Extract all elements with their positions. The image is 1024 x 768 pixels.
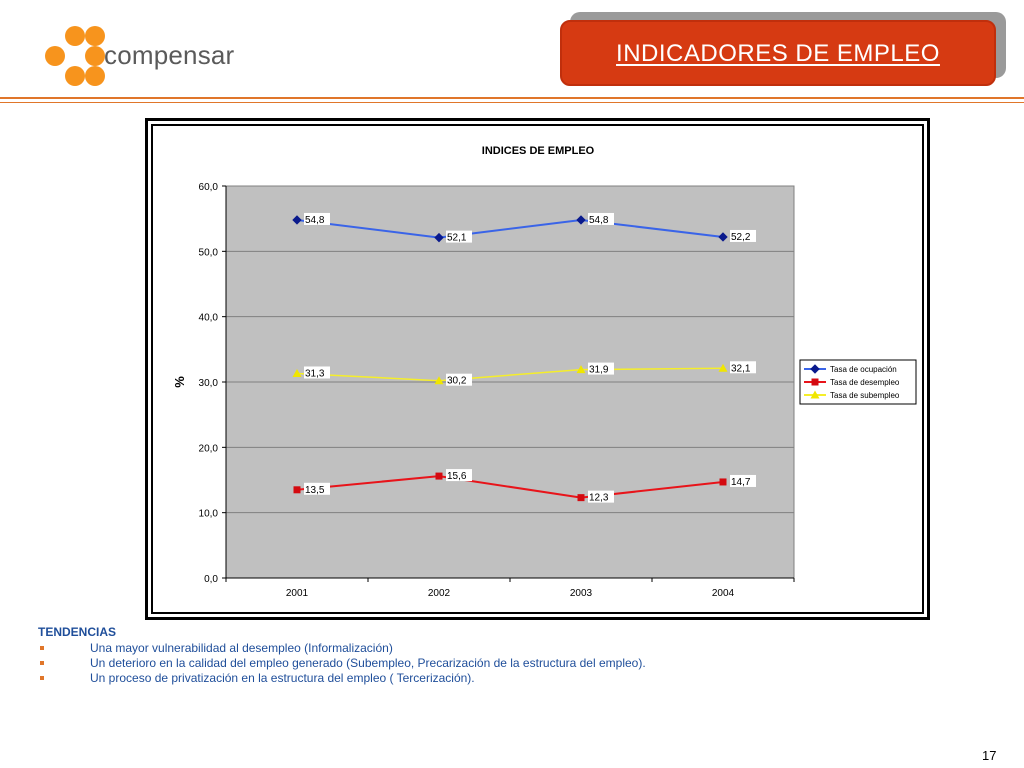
- data-label: 52,2: [731, 231, 751, 243]
- legend-label: Tasa de desempleo: [830, 378, 900, 387]
- list-item-text: Un deterioro en la calidad del empleo generado (Subempleo, Precarización de la estructura del empleo).: [90, 656, 646, 670]
- data-label: 13,5: [305, 484, 325, 496]
- data-label: 12,3: [589, 492, 609, 504]
- y-tick-label: 50,0: [198, 247, 218, 259]
- data-label: 31,3: [305, 368, 325, 380]
- data-point: [720, 478, 727, 485]
- data-label: 32,1: [731, 363, 751, 375]
- plot-area: [199, 182, 794, 599]
- tendencias-heading: TENDENCIAS: [38, 625, 117, 639]
- data-label: 54,8: [305, 214, 325, 226]
- bullet-icon: [40, 646, 44, 650]
- y-tick-label: 60,0: [198, 182, 218, 193]
- x-tick-label: 2004: [711, 588, 735, 599]
- legend-label: Tasa de subempleo: [830, 391, 900, 400]
- y-tick-label: 30,0: [198, 378, 218, 389]
- bullet-icon: [40, 676, 44, 680]
- y-axis-label: %: [172, 376, 187, 388]
- legend-label: Tasa de ocupación: [830, 365, 897, 374]
- legend-marker: [812, 379, 819, 386]
- bullet-icon: [40, 661, 44, 665]
- x-tick-label: 2001: [285, 588, 309, 599]
- y-tick-label: 10,0: [198, 508, 218, 520]
- data-label: 31,9: [589, 364, 609, 376]
- chart-title: INDICES DE EMPLEO: [481, 145, 595, 157]
- data-point: [294, 486, 301, 493]
- data-point: [578, 494, 585, 501]
- logo-text: compensar: [104, 40, 235, 70]
- x-tick-label: 2003: [569, 588, 593, 599]
- data-point: [436, 473, 443, 480]
- list-item-text: Una mayor vulnerabilidad al desempleo (Informalización): [90, 641, 393, 655]
- chart-legend: [800, 360, 916, 404]
- list-item-text: Un proceso de privatización en la estructura del empleo ( Tercerización).: [90, 671, 475, 685]
- x-tick-label: 2002: [427, 588, 451, 599]
- page-title: INDICADORES DE EMPLEO: [616, 40, 940, 67]
- data-label: 30,2: [447, 375, 467, 387]
- data-label: 14,7: [731, 476, 751, 488]
- page-number: 17: [982, 748, 997, 763]
- y-tick-label: 20,0: [198, 443, 218, 455]
- data-label: 15,6: [447, 471, 467, 483]
- y-tick-label: 40,0: [198, 312, 218, 324]
- y-tick-label: 0,0: [204, 574, 218, 585]
- data-label: 52,1: [447, 232, 467, 244]
- data-label: 54,8: [589, 214, 609, 226]
